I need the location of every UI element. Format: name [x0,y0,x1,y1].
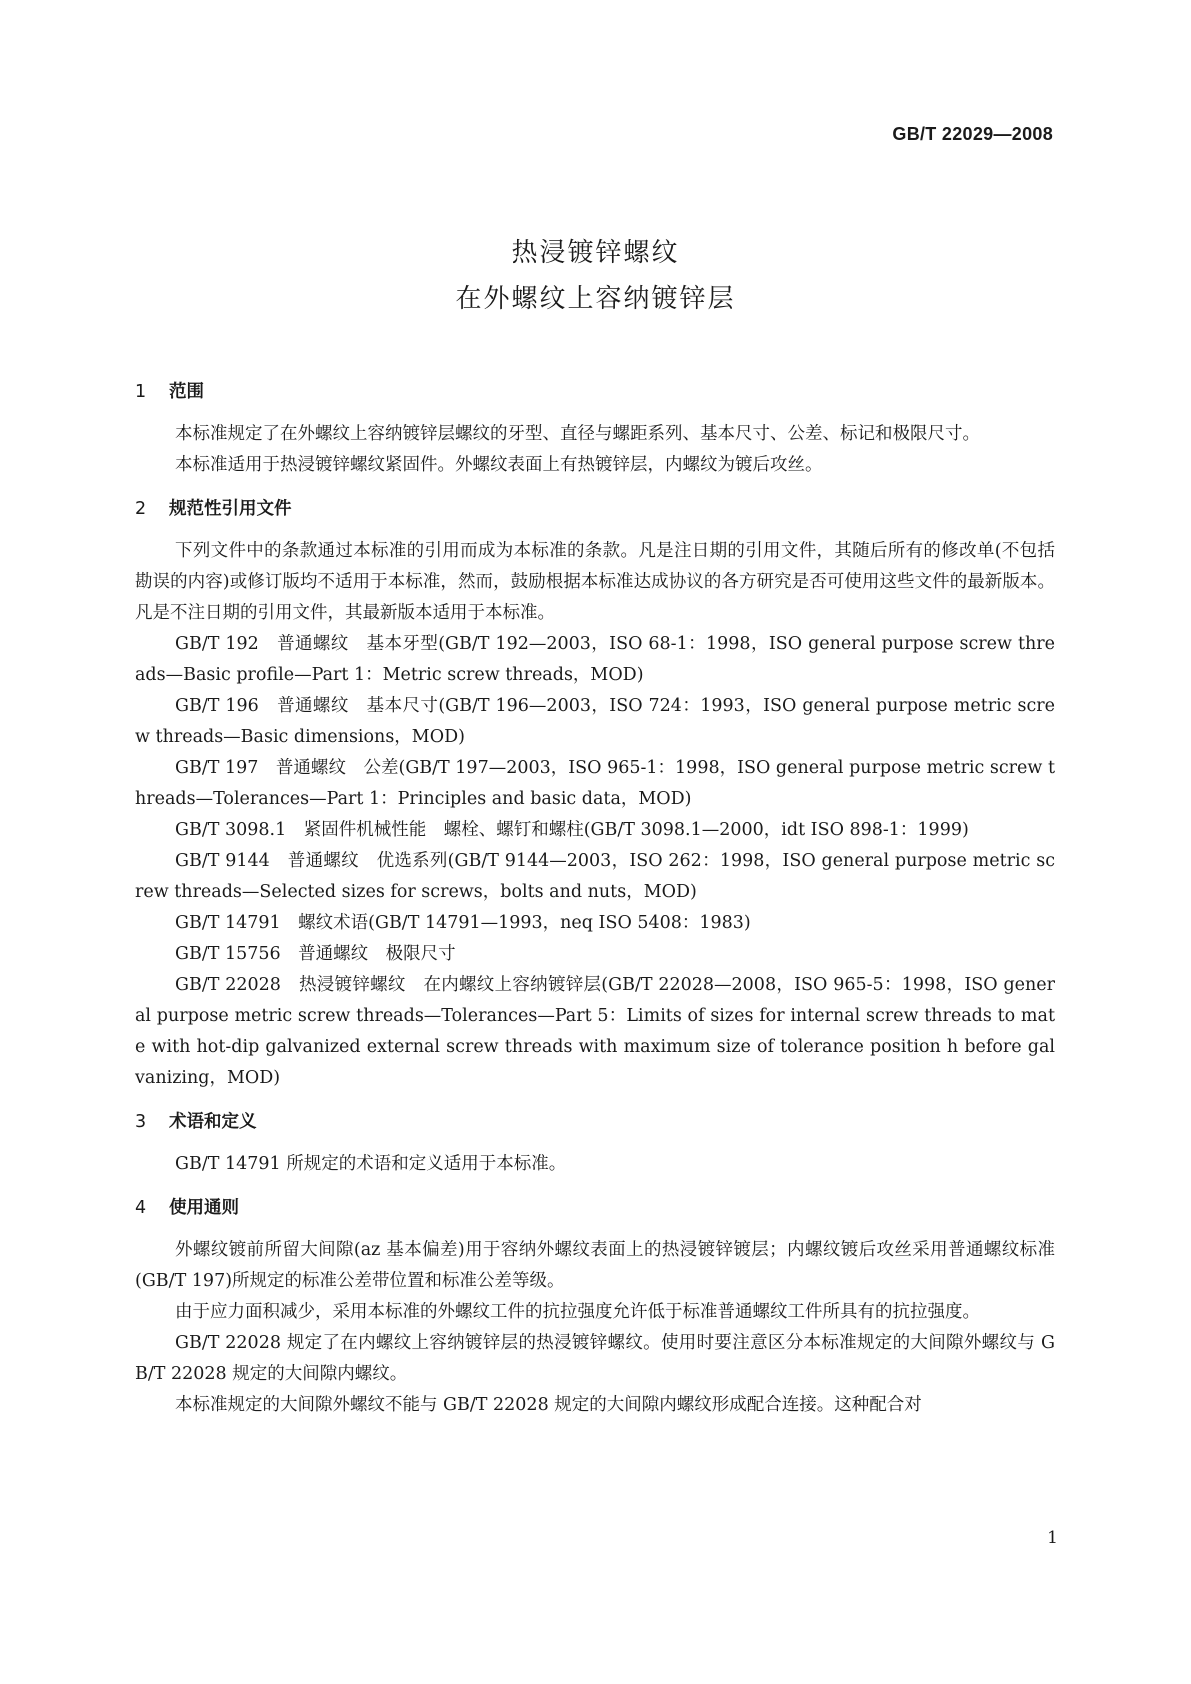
section-heading-3 [135,1108,1055,1133]
section-number: 1 [135,382,147,402]
reference-item: GB/T 3098.1 紧固件机械性能 螺栓、螺钉和螺柱(GB/T 3098.1—2000，idt ISO 898-1：1999) [175,820,969,840]
paragraph: 本标准适用于热浸镀锌螺纹紧固件。外螺纹表面上有热镀锌层，内螺纹为镀后攻丝。 [175,455,823,475]
reference-item: GB/T 9144 普通螺纹 优选系列(GB/T 9144—2003，ISO 262：1998，ISO general purpose metric screw threads—Selected sizes for screws，bolts and nuts，MOD) [135,851,1055,902]
section-number: 4 [135,1198,147,1218]
reference-item: GB/T 192 普通螺纹 基本牙型(GB/T 192—2003，ISO 68-1：1998，ISO general purpose screw threads—Basic profile—Part 1：Metric screw threads，MOD) [135,634,1055,685]
reference-item: GB/T 196 普通螺纹 基本尺寸(GB/T 196—2003，ISO 724：1993，ISO general purpose metric screw threads—Basic dimensions，MOD) [135,696,1055,747]
paragraph: 本标准规定的大间隙外螺纹不能与 GB/T 22028 规定的大间隙内螺纹形成配合连接。这种配合对 [175,1395,922,1415]
section-title: 术语和定义 [169,1112,257,1132]
paragraph: 本标准规定了在外螺纹上容纳镀锌层螺纹的牙型、直径与螺距系列、基本尺寸、公差、标记和极限尺寸。 [175,424,980,444]
section-number: 3 [135,1112,147,1132]
title-line-1: 热浸镀锌螺纹 [511,238,680,268]
section-title: 范围 [169,382,204,402]
section-title: 使用通则 [169,1198,239,1218]
paragraph: GB/T 22028 规定了在内螺纹上容纳镀锌层的热浸镀锌螺纹。使用时要注意区分本标准规定的大间隙外螺纹与 GB/T 22028 规定的大间隙内螺纹。 [135,1333,1055,1384]
section-title: 规范性引用文件 [169,499,292,519]
document-body [135,378,1055,1421]
section-heading-4 [135,1194,1055,1219]
section-heading-2 [135,495,1055,520]
page-number: 1 [1047,1528,1058,1548]
reference-item: GB/T 22028 热浸镀锌螺纹 在内螺纹上容纳镀锌层(GB/T 22028—2008，ISO 965-5：1998，ISO general purpose metric screw threads—Tolerances—Part 5：Limits of sizes for internal screw threads to mate with hot-dip galvanized external screw threads with maximum size of tolerance position h before galvanizing，MOD) [135,975,1055,1088]
reference-item: GB/T 15756 普通螺纹 极限尺寸 [175,944,456,964]
reference-item: GB/T 14791 螺纹术语(GB/T 14791—1993，neq ISO 5408：1983) [175,913,751,933]
paragraph: GB/T 14791 所规定的术语和定义适用于本标准。 [175,1154,567,1174]
paragraph: 下列文件中的条款通过本标准的引用而成为本标准的条款。凡是注日期的引用文件，其随后所有的修改单(不包括勘误的内容)或修订版均不适用于本标准，然而，鼓励根据本标准达成协议的各方研究是否可使用这些文件的最新版本。凡是不注日期的引用文件，其最新版本适用于本标准。 [135,541,1055,623]
paragraph: 外螺纹镀前所留大间隙(az 基本偏差)用于容纳外螺纹表面上的热浸镀锌镀层；内螺纹镀后攻丝采用普通螺纹标准(GB/T 197)所规定的标准公差带位置和标准公差等级。 [135,1240,1055,1291]
standard-number: GB/T 22029—2008 [892,124,1053,144]
reference-item: GB/T 197 普通螺纹 公差(GB/T 197—2003，ISO 965-1：1998，ISO general purpose metric screw threads—Tolerances—Part 1：Principles and basic data，MOD) [135,758,1055,809]
title-line-2: 在外螺纹上容纳镀锌层 [455,284,736,314]
section-heading-1 [135,378,1055,403]
section-number: 2 [135,499,147,519]
paragraph: 由于应力面积减少，采用本标准的外螺纹工件的抗拉强度允许低于标准普通螺纹工件所具有的抗拉强度。 [175,1302,980,1322]
